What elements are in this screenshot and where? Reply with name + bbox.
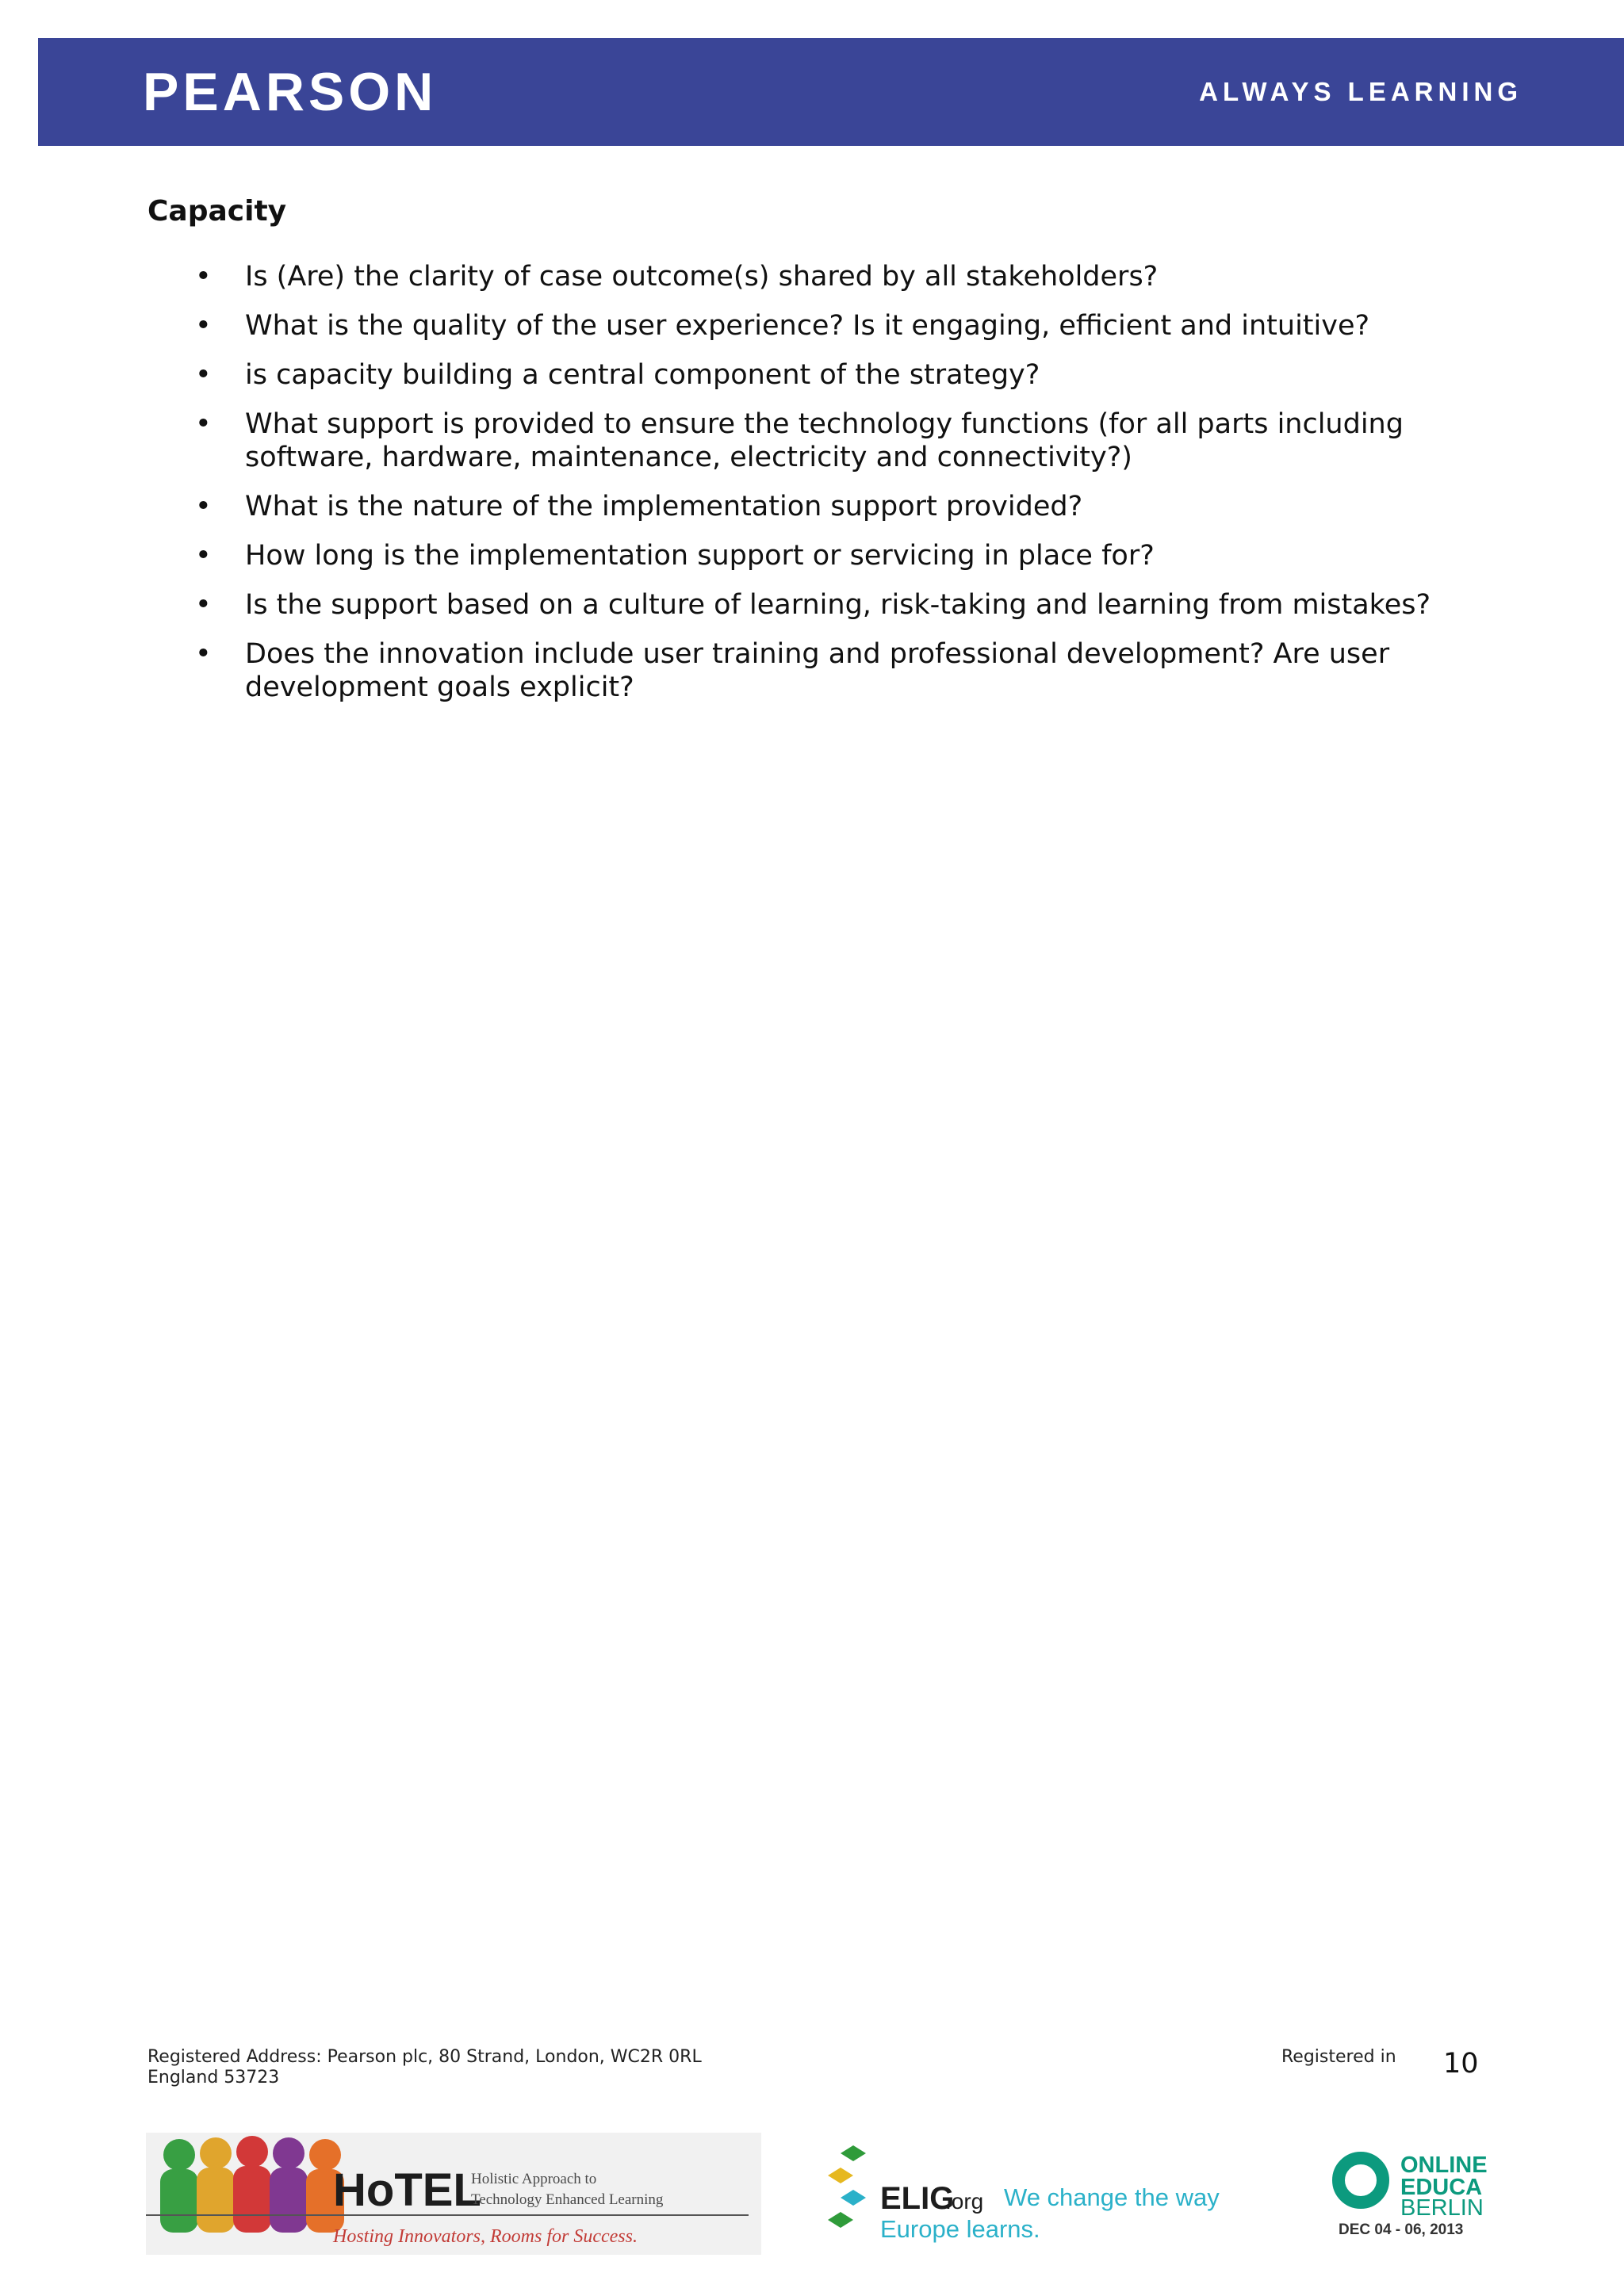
pearson-logo: PEARSON <box>143 62 438 122</box>
oeb-line-3: BERLIN <box>1400 2195 1484 2221</box>
oeb-dates: DEC 04 - 06, 2013 <box>1339 2221 1464 2238</box>
hotel-wordmark: HoTEL <box>333 2164 481 2216</box>
question-item: • Is the support based on a culture of learning, risk-taking and learning from mistakes? <box>147 588 1480 622</box>
oeb-line-2: EDUCA <box>1400 2175 1483 2200</box>
elig-tagline-1: We change the way <box>1004 2183 1220 2211</box>
question-item: • Is (Are) the clarity of case outcome(s) shared by all stakeholders? <box>147 260 1480 293</box>
question-item: • is capacity building a central component of the strategy? <box>147 358 1480 392</box>
hotel-subtitle-1: Holistic Approach to <box>471 2171 597 2187</box>
oeb-line-1: ONLINE <box>1400 2152 1488 2178</box>
elig-suffix: .org <box>945 2189 984 2214</box>
hotel-logo <box>146 2133 761 2255</box>
page-number: 10 <box>1443 2048 1479 2080</box>
section-heading: Capacity <box>147 195 287 228</box>
page-header <box>38 38 1624 146</box>
question-item: • What is the nature of the implementation support provided? <box>147 490 1480 523</box>
registered-in-label: Registered in <box>1281 2047 1396 2067</box>
header-tagline: ALWAYS LEARNING <box>1199 77 1522 106</box>
elig-logo <box>825 2144 1237 2247</box>
question-item: • What support is provided to ensure the technology functions (for all parts including software, hardware, maintenance, electricity and connectivity?) <box>147 408 1480 474</box>
registered-address <box>147 2047 702 2088</box>
sponsor-logos <box>0 2125 1624 2267</box>
question-item: • Does the innovation include user training and professional development? Are user development goals explicit? <box>147 637 1480 704</box>
question-item: • How long is the implementation support or servicing in place for? <box>147 539 1480 572</box>
question-list <box>147 260 1480 720</box>
hotel-tagline: Hosting Innovators, Rooms for Success. <box>333 2226 638 2247</box>
address-line-2: England 53723 <box>147 2068 280 2087</box>
hotel-subtitle-2: Technology Enhanced Learning <box>471 2191 664 2208</box>
question-item: • What is the quality of the user experience? Is it engaging, efficient and intuitive? <box>147 309 1480 342</box>
elig-wordmark: ELIG <box>880 2181 955 2216</box>
elig-tagline-2: Europe learns. <box>880 2215 1040 2243</box>
address-line-1: Registered Address: Pearson plc, 80 Strand, London, WC2R 0RL <box>147 2047 702 2067</box>
online-educa-logo <box>1332 2152 1507 2239</box>
